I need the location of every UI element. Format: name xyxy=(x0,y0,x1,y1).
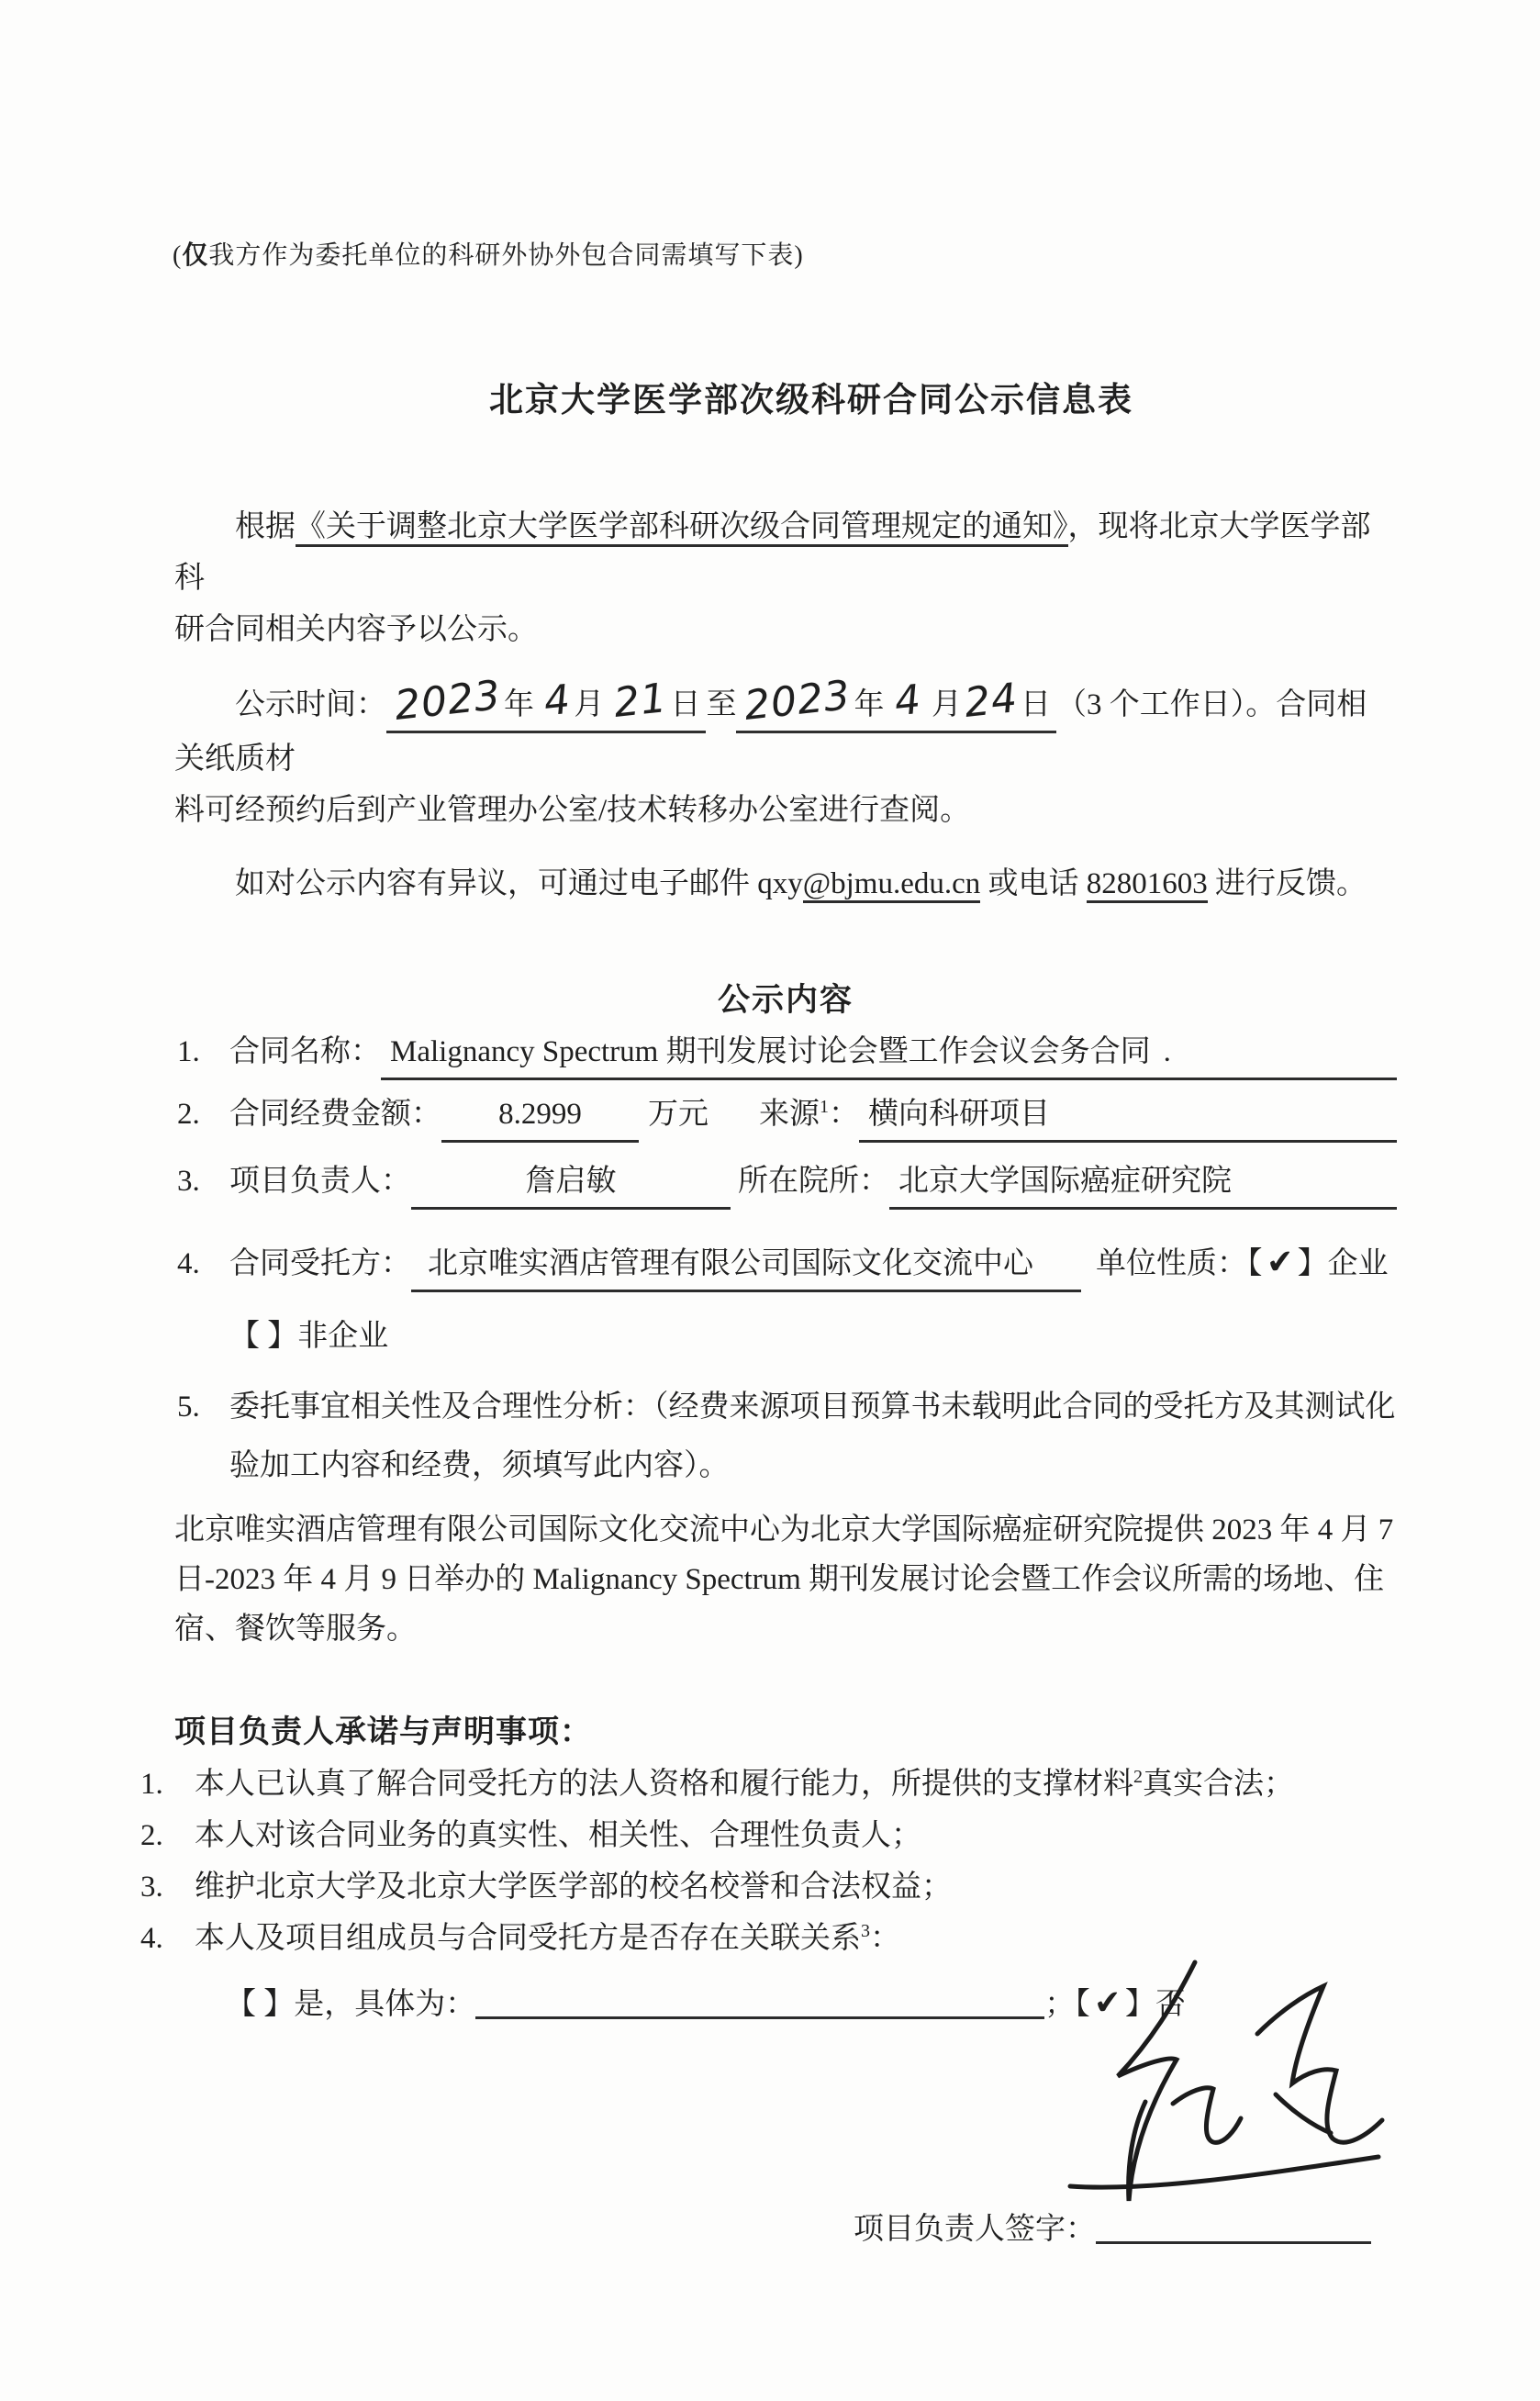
commitment-text-b: ： xyxy=(870,1922,900,1955)
month-unit: 月 xyxy=(923,688,962,721)
list-item-contract-name xyxy=(177,1026,1397,1080)
unit-nature-label: 单位性质： xyxy=(1096,1247,1247,1280)
checkbox-bracket-open: 【 xyxy=(1247,1247,1263,1280)
close-bracket: 】 xyxy=(1124,1988,1155,2021)
day-unit: 日 xyxy=(1020,688,1051,721)
commitment-text xyxy=(195,1913,900,1964)
analysis-prompt xyxy=(229,1378,1396,1495)
commitment-item xyxy=(140,1810,1397,1861)
publicity-time-line1 xyxy=(174,672,1397,785)
document-title: 北京大学医学部次级科研合同公示信息表 xyxy=(489,382,1133,419)
start-date-field xyxy=(386,672,706,733)
commitment-text-a: 本人已认真了解合同受托方的法人资格和履行能力，所提供的支撑材料 xyxy=(195,1768,1133,1801)
yes-label: 是，具体为： xyxy=(294,1988,476,2021)
contract-name-text: Malignancy Spectrum 期刊发展讨论会暨工作会议会务合同 xyxy=(390,1035,1151,1068)
email-domain: @bjmu.edu.cn xyxy=(803,867,981,903)
footnote-marker: 3 xyxy=(861,1921,870,1941)
commitment-text-b: 真实合法； xyxy=(1143,1768,1294,1801)
footnote-marker: 2 xyxy=(1133,1767,1143,1787)
commitment-text-a: 维护北京大学及北京大学医学部的校名校誉和合法权益； xyxy=(195,1871,952,1904)
entrusted-value: 北京唯实酒店管理有限公司国际文化交流中心 xyxy=(411,1238,1081,1292)
choice-separator: ；【 xyxy=(1044,1988,1090,2021)
regulation-reference: 《关于调整北京大学医学部科研次级合同管理规定的通知》 xyxy=(296,510,1068,547)
list-item-entrusted-party xyxy=(177,1237,1397,1292)
publicity-time-paragraph xyxy=(174,672,1397,836)
feedback-mid: 或电话 xyxy=(980,867,1087,900)
source-colon: ： xyxy=(829,1098,859,1131)
analysis-line1: 北京唯实酒店管理有限公司国际文化交流中心为北京大学国际癌症研究院提供 2023 年 4 月 7 xyxy=(174,1513,1394,1547)
analysis-prompt-line2: 验加工内容和经费，须填写此内容）。 xyxy=(229,1449,730,1482)
publicity-content-list xyxy=(177,1026,1397,1495)
commitment-text xyxy=(195,1810,921,1861)
commitment-item xyxy=(140,1861,1397,1913)
commitment-text-a: 本人及项目组成员与合同受托方是否存在关联关系 xyxy=(195,1922,861,1955)
note-bold-char: 仅 xyxy=(182,241,209,270)
item-number: 4. xyxy=(177,1247,200,1280)
handwritten-start-year: 2023 xyxy=(392,672,504,730)
amount-value: 8.2999 xyxy=(441,1089,639,1143)
unit-nature-value: 企业 xyxy=(1327,1247,1389,1280)
intro-paragraph xyxy=(174,501,1397,655)
list-item-contract-amount xyxy=(177,1089,1397,1143)
note-open: ( xyxy=(173,241,183,270)
handwritten-end-year: 2023 xyxy=(742,672,854,730)
end-date-field xyxy=(736,672,1055,733)
commitment-text xyxy=(195,1759,1294,1810)
amount-unit: 万元 xyxy=(648,1098,709,1131)
institute-value: 北京大学国际癌症研究院 xyxy=(889,1156,1397,1210)
entrusted-label: 合同受托方： xyxy=(229,1247,411,1280)
analysis-prompt-line1: 委托事宜相关性及合理性分析：（经费来源项目预算书未载明此合同的受托方及其测试化 xyxy=(229,1390,1396,1424)
year-unit: 年 xyxy=(854,688,892,721)
no-label: 否 xyxy=(1155,1988,1186,2021)
publicity-time-line2: 料可经预约后到产业管理办公室/技术转移办公室进行查阅。 xyxy=(174,794,971,827)
details-blank-field xyxy=(475,1985,1044,2019)
non-enterprise-option: 【 】非企业 xyxy=(229,1320,389,1353)
item-number: 5. xyxy=(177,1390,200,1424)
commitment-text xyxy=(195,1861,952,1913)
unit-nature-group xyxy=(1096,1237,1389,1290)
publicity-time-tail: （3 个工作日）。合同相关纸质材 xyxy=(174,688,1367,776)
item-number: 2. xyxy=(140,1819,163,1852)
item-number: 3. xyxy=(177,1165,200,1198)
amount-label: 合同经费金额： xyxy=(229,1098,441,1131)
publicity-time-label: 公示时间： xyxy=(235,688,386,721)
funding-source-value: 横向科研项目 xyxy=(859,1089,1397,1143)
phone-number: 82801603 xyxy=(1087,867,1208,903)
signature-label: 项目负责人签字： xyxy=(854,2213,1096,2246)
item-number: 1. xyxy=(140,1768,163,1801)
leader-label: 项目负责人： xyxy=(229,1165,411,1198)
item-number: 4. xyxy=(140,1922,163,1955)
list-item-project-leader xyxy=(177,1156,1397,1210)
funding-source-label xyxy=(759,1089,859,1140)
feedback-tail: 进行反馈。 xyxy=(1207,867,1367,900)
intro-line1 xyxy=(174,501,1397,604)
commitment-heading: 项目负责人承诺与声明事项： xyxy=(174,1715,592,1749)
day-unit: 日 xyxy=(670,688,701,721)
list-item-rationality-analysis xyxy=(177,1378,1397,1495)
intro-tail: ，现将北京大学医学部科 xyxy=(174,510,1371,595)
contract-name-tail: . xyxy=(1163,1035,1171,1068)
institute-label: 所在院所： xyxy=(738,1165,889,1198)
source-footnote-marker: 1 xyxy=(820,1097,829,1117)
commitment-list xyxy=(140,1759,1397,1964)
contract-name-value xyxy=(381,1026,1397,1080)
note-rest: 我方作为委托单位的科研外协外包合同需填写下表) xyxy=(208,241,804,270)
month-unit: 月 xyxy=(574,688,612,721)
leader-name-value: 詹启敏 xyxy=(411,1156,731,1210)
handwritten-end-day: 24 xyxy=(962,675,1021,727)
contract-name-label: 合同名称： xyxy=(229,1035,381,1068)
item-number: 3. xyxy=(140,1871,163,1904)
handwritten-signature-scribble xyxy=(982,1946,1413,2230)
handwritten-start-day: 21 xyxy=(611,675,670,727)
top-note xyxy=(173,240,1540,272)
source-word: 来源 xyxy=(759,1098,820,1131)
analysis-line3: 宿、餐饮等服务。 xyxy=(174,1613,417,1646)
item-number: 2. xyxy=(177,1098,200,1131)
checkbox-bracket-close: 】 xyxy=(1297,1247,1328,1280)
intro-line2: 研合同相关内容予以公示。 xyxy=(174,613,538,646)
item-number: 1. xyxy=(177,1035,200,1068)
handwritten-start-month: 4 xyxy=(541,676,574,726)
year-unit: 年 xyxy=(503,688,542,721)
feedback-lead: 如对公示内容有异议，可通过电子邮件 xyxy=(235,867,758,900)
no-checkmark-icon: ✔ xyxy=(1092,1982,1123,2024)
section-heading: 公示内容 xyxy=(717,982,854,1018)
date-range-to: 至 xyxy=(706,688,737,721)
commitment-item xyxy=(140,1759,1397,1810)
enterprise-checkmark-icon: ✔ xyxy=(1265,1242,1296,1283)
analysis-line2: 日-2023 年 4 月 9 日举办的 Malignancy Spectrum 期刊发展讨论会暨工作会议所需的场地、住 xyxy=(174,1563,1385,1596)
analysis-paragraph xyxy=(174,1505,1397,1654)
email-localpart: qxy xyxy=(757,867,803,900)
intro-lead: 根据 xyxy=(235,510,296,543)
commitment-text-a: 本人对该合同业务的真实性、相关性、合理性负责人； xyxy=(195,1819,921,1852)
yes-checkbox: 【 】 xyxy=(226,1988,295,2021)
feedback-paragraph xyxy=(174,858,1397,910)
handwritten-end-month: 4 xyxy=(892,676,924,726)
